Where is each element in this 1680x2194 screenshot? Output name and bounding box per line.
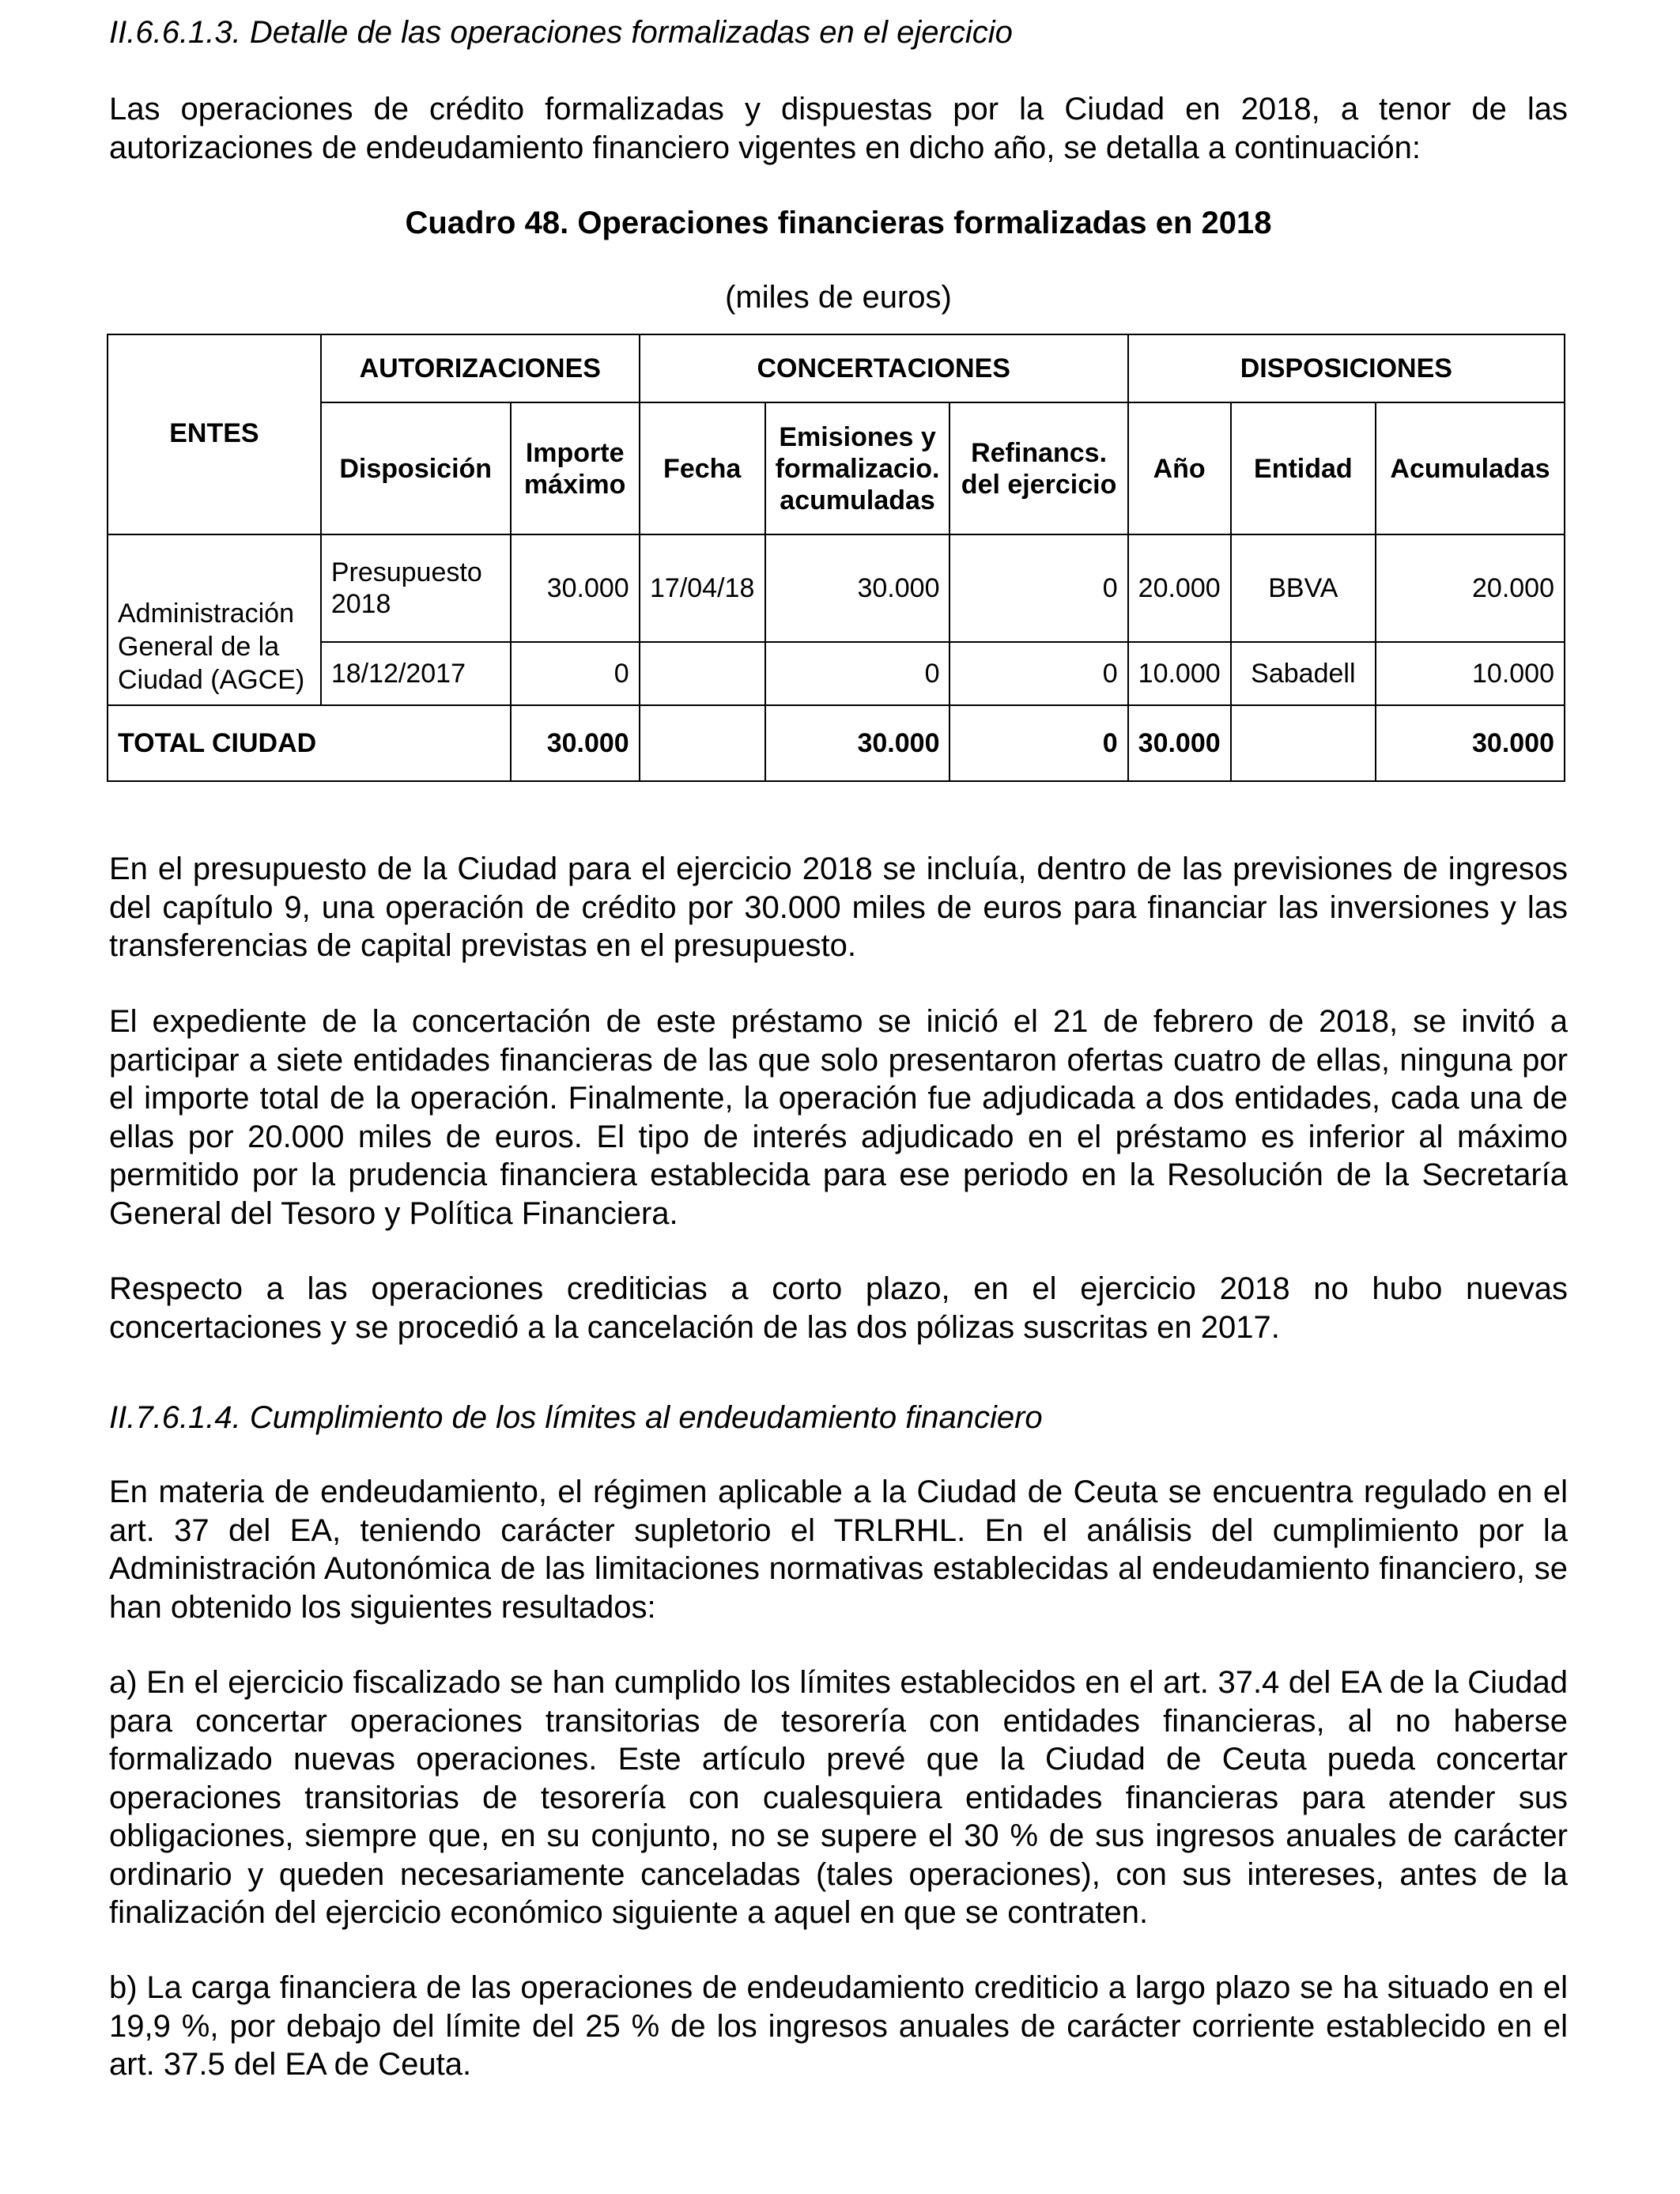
total-entidad — [1231, 705, 1376, 781]
column-header-anio: Año — [1128, 402, 1231, 534]
column-header-emisiones: Emisiones y formalizacio. acumuladas — [765, 402, 950, 534]
cell-disposicion: 18/12/2017 — [321, 642, 511, 705]
column-header-acumuladas: Acumuladas — [1376, 402, 1565, 534]
paragraph-a: a) En el ejercicio fiscalizado se han cumplido los límites establecidos en el art. 37.4 del EA de la Ciudad para concertar operaciones transitorias de tesorería con entidades financieras, al no haberse formalizado nuevas operaciones. Este artículo prevé que la Ciudad de Ceuta pueda concertar operaciones transitorias de tesorería con cualesquiera entidades financieras para atender sus obligaciones, siempre que, en su conjunto, no se supere el 30 % de sus ingresos anuales de carácter ordinario y queden necesariamente canceladas (tales operaciones), con sus intereses, antes de la finalización del ejercicio económico siguiente a aquel en que se contraten. — [109, 1665, 1568, 1930]
total-acumuladas: 30.000 — [1376, 705, 1565, 781]
column-header-fecha: Fecha — [640, 402, 765, 534]
column-header-disposicion: Disposición — [321, 402, 511, 534]
paragraph-b: b) La carga financiera de las operaciones de endeudamiento crediticio a largo plazo se ha situado en el 19,9 %, por debajo del límite del 25 % de los ingresos anuales de carácter corriente establecido en el art. 37.5 del EA de Ceuta. — [109, 1970, 1568, 2082]
column-header-entidad: Entidad — [1231, 402, 1376, 534]
cell-disposicion: Presupuesto 2018 — [321, 534, 511, 642]
ente-label: Administración General de la Ciudad (AGCE) — [108, 534, 321, 705]
cell-fecha: 17/04/18 — [640, 534, 765, 642]
section-heading-cumplimiento: II.7.6.1.4. Cumplimiento de los límites al endeudamiento financiero — [109, 1400, 1043, 1435]
cell-refinancs: 0 — [949, 534, 1127, 642]
group-header-row — [108, 334, 1565, 402]
paragraph-corto-plazo: Respecto a las operaciones crediticias a corto plazo, en el ejercicio 2018 no hubo nuevas concertaciones y se procedió a la cancelación de las dos pólizas suscritas en 2017. — [109, 1271, 1568, 1345]
total-emisiones: 30.000 — [765, 705, 950, 781]
cell-anio: 20.000 — [1128, 534, 1231, 642]
table-units: (miles de euros) — [725, 280, 952, 315]
table-row — [108, 642, 1565, 705]
cell-importe-maximo: 30.000 — [511, 534, 640, 642]
total-anio: 30.000 — [1128, 705, 1231, 781]
cell-refinancs: 0 — [949, 642, 1127, 705]
cell-anio: 10.000 — [1128, 642, 1231, 705]
column-header-refinancs: Refinancs. del ejercicio — [949, 402, 1127, 534]
paragraph-materia: En materia de endeudamiento, el régimen aplicable a la Ciudad de Ceuta se encuentra regulado en el art. 37 del EA, teniendo carácter supletorio el TRLRHL. En el análisis del cumplimiento por la Administración Autonómica de las limitaciones normativas establecidas al endeudamiento financiero, se han obtenido los siguientes resultados: — [109, 1475, 1568, 1625]
autorizaciones-header: AUTORIZACIONES — [321, 334, 640, 402]
cell-emisiones: 0 — [765, 642, 950, 705]
column-header-row — [108, 402, 1565, 534]
cell-importe-maximo: 0 — [511, 642, 640, 705]
total-label: TOTAL CIUDAD — [108, 705, 511, 781]
total-refinancs: 0 — [949, 705, 1127, 781]
cell-entidad: Sabadell — [1231, 642, 1376, 705]
operations-table — [107, 334, 1565, 782]
total-importe-maximo: 30.000 — [511, 705, 640, 781]
paragraph-expediente: El expediente de la concertación de este préstamo se inició el 21 de febrero de 2018, se invitó a participar a siete entidades financieras de las que solo presentaron ofertas cuatro de ellas, ninguna por el importe total de la operación. Finalmente, la operación fue adjudicada a dos entidades, cada una de ellas por 20.000 miles de euros. El tipo de interés adjudicado en el préstamo es inferior al máximo permitido por la prudencia financiera establecida para ese periodo en la Resolución de la Secretaría General del Tesoro y Política Financiera. — [109, 1004, 1568, 1231]
cell-fecha — [640, 642, 765, 705]
cell-emisiones: 30.000 — [765, 534, 950, 642]
intro-paragraph: Las operaciones de crédito formalizadas y dispuestas por la Ciudad en 2018, a tenor de las autorizaciones de endeudamiento financiero vigentes en dicho año, se detalla a continuación: — [109, 92, 1568, 165]
table-title: Cuadro 48. Operaciones financieras formalizadas en 2018 — [405, 206, 1272, 240]
total-row — [108, 705, 1565, 781]
column-header-importe-maximo: Importe máximo — [511, 402, 640, 534]
section-heading-detalle: II.6.6.1.3. Detalle de las operaciones formalizadas en el ejercicio — [109, 15, 1013, 50]
cell-acumuladas: 10.000 — [1376, 642, 1565, 705]
entes-header: ENTES — [108, 334, 321, 534]
concertaciones-header: CONCERTACIONES — [640, 334, 1128, 402]
cell-acumuladas: 20.000 — [1376, 534, 1565, 642]
cell-entidad: BBVA — [1231, 534, 1376, 642]
table-row — [108, 534, 1565, 642]
total-fecha — [640, 705, 765, 781]
paragraph-presupuesto: En el presupuesto de la Ciudad para el ejercicio 2018 se incluía, dentro de las previsiones de ingresos del capítulo 9, una operación de crédito por 30.000 miles de euros para financiar las inversiones y las transferencias de capital previstas en el presupuesto. — [109, 852, 1568, 963]
disposiciones-header: DISPOSICIONES — [1128, 334, 1565, 402]
